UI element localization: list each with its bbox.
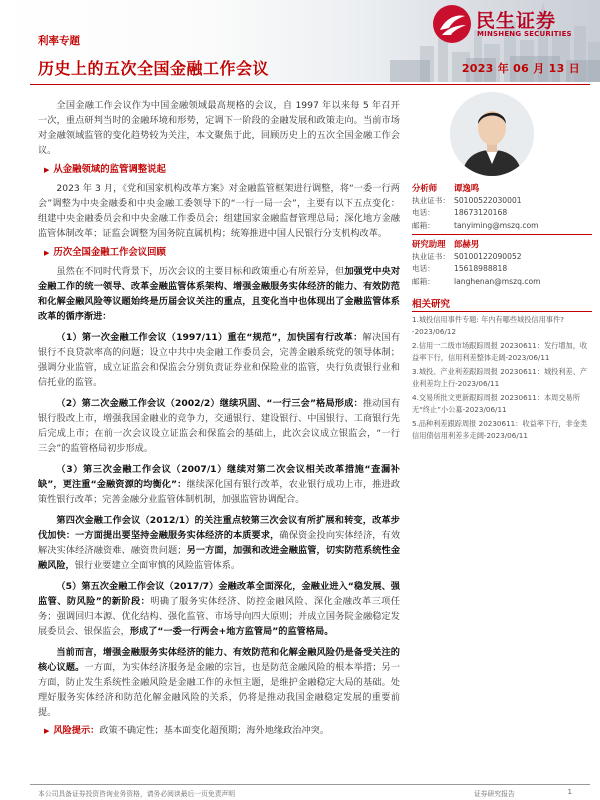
logo-english-name: MINSHENG SECURITIES: [477, 30, 572, 38]
section2-intro: 虽然在不同时代背景下，历次会议的主要目标和政策重心有所差异，但加强党中央对金融工作的统一领导、改革金融监管体系架构、增强金融服务实体经济的能力、有效防范和化解金融风险等议题始终是历届会议关注的重点，且变化当中也体现出了金融监管体系改革的循序渐进：: [38, 266, 401, 322]
related-research-list: [412, 314, 592, 444]
conclusion-paragraph: 当前而言，增强金融服务实体经济的能力、有效防范和化解金融风险仍是备受关注的核心议题。一方面，为实体经济服务是金融的宗旨，也是防范金融风险的根本举措；另一方面，防止发生系统性金融风险是金融工作的永恒主题，是维护金融稳定大局的基础。处理好服务实体经济和防范化解金融风险的关系，仍将是推动我国金融稳定发展的重要前提。: [38, 647, 401, 718]
meeting-4: 第四次金融工作会议（2012/1）的关注重点较第三次会议有所扩展和转变，改革步伐加快：一方面提出要坚持金融服务实体经济的本质要求，确保资金投向实体经济，有效解决实体经济融资难、融资贵问题；另一方面，加强和改进金融监管，切实防范系统性金融风险，银行业要建立全面审慎的风险监管体系。: [38, 515, 401, 571]
meeting-3: （3）第三次金融工作会议（2007/1）继续对第二次会议相关改革措施“查漏补缺”，更注重“金融资源的均衡化”：继续深化国有银行改革，农业银行成功上市，推进政策性银行改革；完善金融分业监管体制机制，加强监管协调配合。: [38, 464, 401, 505]
triangle-bullet-icon: ▶: [44, 249, 50, 257]
footer-divider: [30, 784, 590, 785]
report-date: 2023 年 06 月 13 日: [461, 62, 580, 75]
meeting-2: （2）第二次金融工作会议（2002/2）继续巩固、“一行三会”格局形成：推动国有银行股改上市，增强我国金融业的竞争力，交通银行、建设银行、中国银行、工商银行先后完成上市；在前一次会议设立证监会和保监会的基础上，此次会议成立银监会，“一行三会”的监管格局初步形成。: [38, 398, 401, 454]
company-logo: [432, 4, 592, 44]
footer-label: 证券研究报告: [474, 790, 515, 798]
page-title: 历史上的五次全国金融工作会议: [38, 59, 270, 78]
related-item[interactable]: 5.品种利差跟踪周报 20230611：收益率下行，非金类信用债信用利差多走阔-2023/06/11: [412, 419, 588, 440]
triangle-bullet-icon: ▶: [44, 166, 50, 174]
intro-paragraph: 全国金融工作会议作为中国金融领域最高规格的会议，自 1997 年以来每 5 年召开一次，重点研判当时的金融环境和形势，定调下一阶段的金融发展和政策走向。当前市场对金融领域监管的变化趋势较为关注，本文聚焦于此，回顾历史上的五次全国金融工作会议。: [38, 100, 400, 156]
analyst-2-phone: 电话： 15618988818: [412, 264, 508, 273]
related-divider: [412, 311, 592, 312]
analyst-photo: [450, 92, 534, 176]
logo-chinese-name: 民生证券: [476, 10, 557, 32]
analyst-1-phone: 电话： 18673120168: [412, 208, 508, 217]
section-heading: ▶ 从金融领域的监管调整说起: [44, 164, 166, 175]
header-banner: [0, 0, 600, 82]
main-content: [38, 98, 400, 739]
section1-paragraph: 2023 年 3 月，《党和国家机构改革方案》对金融监管框架进行调整，将“一委一行两会”调整为中央金融委和中央金融工委领导下的“一行一局一会”，主要有以下五点变化：组建中央金融委员会和中央金融工作委员会；组建国家金融监督管理总局；深化地方金融监管体制改革；证监会调整为国务院直属机构；统筹推进中国人民银行分支机构改革。: [38, 183, 400, 239]
analyst-2-header: 研究助理 郎赫男: [412, 239, 480, 249]
analyst-2-email: 邮箱： langhenan@mszq.com: [412, 276, 541, 286]
related-item[interactable]: 1.城投信用事件专题: 年内有哪些城投信用事件? -2023/06/12: [412, 315, 564, 336]
analyst-info: [412, 182, 592, 288]
report-type: 利率专题: [38, 35, 80, 47]
section-heading: ▶ 历次全国金融工作会议回顾: [44, 247, 166, 258]
page-number: 1: [567, 788, 572, 796]
minsheng-logo-icon: [432, 4, 472, 44]
triangle-bullet-icon: ▶: [44, 727, 50, 735]
related-item[interactable]: 4.交易所批文更新跟踪周报 20230611：本周交易所无“终止”小公募-2023/06/11: [412, 393, 580, 414]
analyst-1-cert: 执业证书： S0100522030001: [412, 195, 522, 205]
analyst-1-email: 邮箱： tanyiming@mszq.com: [412, 220, 539, 230]
related-research-title: 相关研究: [412, 299, 451, 310]
meeting-5: （5）第五次金融工作会议（2017/7）金融改革全面深化，金融业进入“稳发展、强监管、防风险”的新阶段：明确了服务实体经济、防控金融风险、深化金融改革三项任务；强调回归本源、优化结构、强化监管、市场导向四大原则；并成立国务院金融稳定发展委员会、银保监会，形成了“一委一行两会+地方监管局”的监管格局。: [38, 581, 400, 637]
meeting-1: （1）第一次金融工作会议（1997/11）重在“规范”，加快国有行改革：解决国有银行不良贷款率高的问题；设立中共中央金融工作委员会，完善金融系统党的领导体制；强调分业监管，成立证监会和保监会分别负责证券业和保险业的监管，央行负责银行业和信托业的监管。: [38, 332, 401, 388]
analyst-divider: [412, 234, 592, 235]
analyst-2-cert: 执业证书： S0100122090052: [412, 251, 522, 261]
footer-disclaimer: 本公司具备证券投资咨询业务资格，请务必阅读最后一页免责声明: [38, 790, 236, 798]
analyst-portrait-icon: [450, 92, 534, 176]
related-item[interactable]: 3.城投、产业利差跟踪周报 20230611：城投利差、产业利差均上行-2023/06/11: [412, 367, 588, 388]
analyst-1-header: 分析师 谭逸鸣: [412, 183, 480, 193]
related-item[interactable]: 2.信用一二级市场跟踪周报 20230611：发行增加，收益率下行，信用利差整体走阔-2023/06/11: [412, 341, 588, 362]
header-divider: [30, 84, 590, 85]
risk-warning: ▶ 风险提示：政策不确定性；基本面变化超预期；海外地缘政治冲突。: [44, 725, 330, 736]
